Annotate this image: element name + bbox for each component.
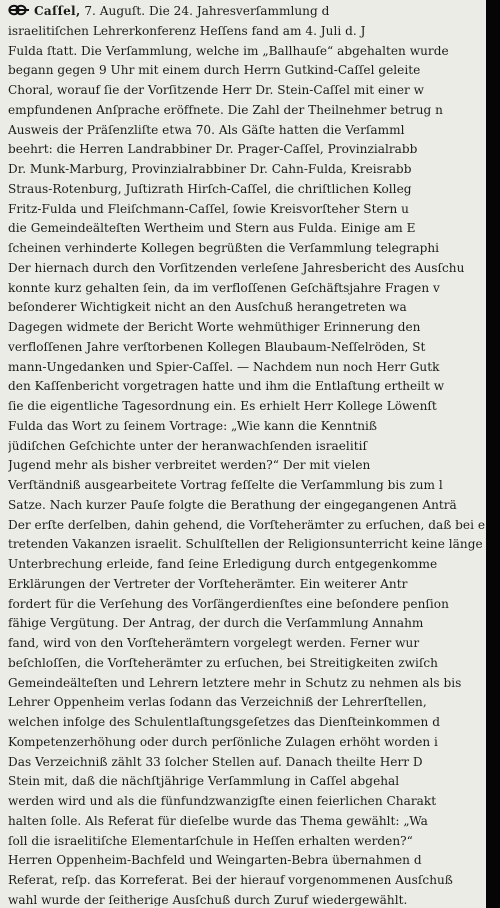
article-line: Choral, worauf ſie der Vorſitzende Herr Dr. Stein-Caſſel mit einer w	[8, 83, 425, 97]
article-line: Ausweis der Präſenzliſte etwa 70. Als Gäſte hatten die Verſamml	[8, 122, 405, 137]
article-line: begann gegen 9 Uhr mit einem durch Herrn Gutkind-Caſſel geleite	[8, 63, 421, 78]
article-line: Fulda ſtatt. Die Verſammlung, welche im „Ballhauſe“ abgehalten wurde	[8, 43, 449, 58]
article-line: Herren Oppenheim-Bachfeld und Weingarten-Bebra übernahmen d	[8, 853, 422, 868]
article-line: Straus-Rotenburg, Juſtizrath Hirſch-Caſſel, die chriſtlichen Kolleg	[8, 181, 412, 196]
article-line: Erklärungen der Vertreter der Vorſteherämter. Ein weiterer Antr	[8, 576, 408, 591]
scan-edge-border	[486, 0, 500, 908]
article-line: halten ſolle. Als Referat für dieſelbe wurde das Thema gewählt: „Wa	[8, 813, 428, 828]
article-line: werden wird und als die fünfundzwanzigſte einen feierlichen Charakt	[8, 794, 437, 808]
article-line: beehrt: die Herren Landrabbiner Dr. Prager-Caſſel, Provinzialrabb	[8, 142, 418, 157]
article-opening-line	[8, 2, 486, 22]
article-line: Fulda das Wort zu ſeinem Vortrage: „Wie kann die Kenntniß	[8, 418, 378, 433]
opening-text: 7. Auguſt. Die 24. Jahresverſammlung d	[80, 4, 330, 18]
article-line: Jugend mehr als bisher verbreitet werden?“ Der mit vielen	[8, 458, 371, 473]
article-line: Lehrer Oppenheim verlas ſodann das Verzeichniß der Lehrerſtellen,	[8, 695, 427, 710]
article-line: Unterbrechung erleide, fand ſeine Erledigung durch entgegenkomme	[8, 557, 438, 571]
article-line: welchen infolge des Schulentlaſtungsgeſetzes das Dienſteinkommen d	[8, 715, 440, 729]
article-line: Das Verzeichniß zählt 33 ſolcher Stellen auf. Danach theilte Herr D	[8, 754, 423, 769]
article-line: israelitiſchen Lehrerkonferenz Heſſens fand am 4. Juli d. J	[8, 23, 366, 38]
article-line: beſchloſſen, die Vorſteherämter zu erſuchen, bei Streitigkeiten zwiſch	[8, 655, 438, 670]
article-line: tretenden Vakanzen israelit. Schulſtellen der Religionsunterricht keine länge	[8, 537, 483, 552]
article-line: fand, wird von den Vorſteherämtern vorgelegt werden. Ferner wur	[8, 636, 420, 650]
article-line: verfloſſenen Jahre verſtorbenen Kollegen Blaubaum-Neſſelröden, St	[8, 339, 426, 354]
article-line: empfundenen Anſprache eröffnete. Die Zahl der Theilnehmer betrug n	[8, 102, 443, 117]
article-line: Kompetenzerhöhung oder durch perſönliche Zulagen erhöht worden i	[8, 734, 438, 749]
article-line: ſoll die israelitiſche Elementarſchule in Heſſen erhalten werden?“	[8, 833, 413, 848]
article-line: Stein mit, daß die nächſtjährige Verſammlung in Caſſel abgehal	[8, 774, 400, 789]
article-line: Der hiernach durch den Vorſitzenden verleſene Jahresbericht des Ausſchu	[8, 260, 465, 275]
article-line: Fritz-Fulda und Fleiſchmann-Caſſel, ſowie Kreisvorſteher Stern u	[8, 201, 409, 216]
article-line: fordert für die Verſehung des Vorſängerdienſtes eine beſondere penſion	[8, 596, 449, 611]
pointing-hand-icon	[8, 4, 30, 16]
article-line: Der erſte derſelben, dahin gehend, die Vorſteherämter zu erſuchen, daß bei e	[8, 517, 486, 532]
article-line: beſonderer Wichtigkeit nicht an den Ausſchuß herangetreten wa	[8, 300, 407, 315]
dateline-place: Caſſel,	[34, 4, 81, 18]
article-line: Dagegen widmete der Bericht Worte wehmüthiger Erinnerung den	[8, 320, 421, 334]
news-article	[8, 2, 486, 906]
article-line: mann-Ungedanken und Spier-Caſſel. — Nachdem nun noch Herr Gutk	[8, 359, 440, 374]
article-line: Satze. Nach kurzer Pauſe folgte die Berathung der eingegangenen Anträ	[8, 497, 457, 512]
article-line: ſcheinen verhinderte Kollegen begrüßten die Verſammlung telegraphi	[8, 241, 440, 255]
article-line: ſie die eigentliche Tagesordnung ein. Es erhielt Herr Kollege Löwenſt	[8, 399, 437, 413]
article-line: Referat, reſp. das Korreferat. Bei der hierauf vorgenommenen Ausſchuß	[8, 873, 453, 887]
article-line: jüdiſchen Geſchichte unter der heranwachſenden israelitiſ	[8, 438, 367, 453]
article-line: den Kaſſenbericht vorgetragen hatte und ihm die Entlaſtung ertheilt w	[8, 379, 445, 394]
article-line: Dr. Munk-Marburg, Provinzialrabbiner Dr. Cahn-Fulda, Kreisrabb	[8, 162, 412, 176]
article-line: fähige Vergütung. Der Antrag, der durch die Verſammlung Annahm	[8, 616, 424, 631]
article-line: Verſtändniß ausgearbeitete Vortrag feſſelte die Verſammlung bis zum l	[8, 478, 443, 492]
article-line: Gemeindeälteſten und Lehrern letztere mehr in Schutz zu nehmen als bis	[8, 675, 462, 690]
article-line: konnte kurz gehalten ſein, da im verfloſſenen Geſchäftsjahre Fragen v	[8, 280, 440, 295]
article-line: wahl wurde der ſeitherige Ausſchuß durch Zuruf wiedergewählt.	[8, 892, 408, 906]
article-line: die Gemeindeälteſten Wertheim und Stern aus Fulda. Einige am E	[8, 221, 416, 236]
